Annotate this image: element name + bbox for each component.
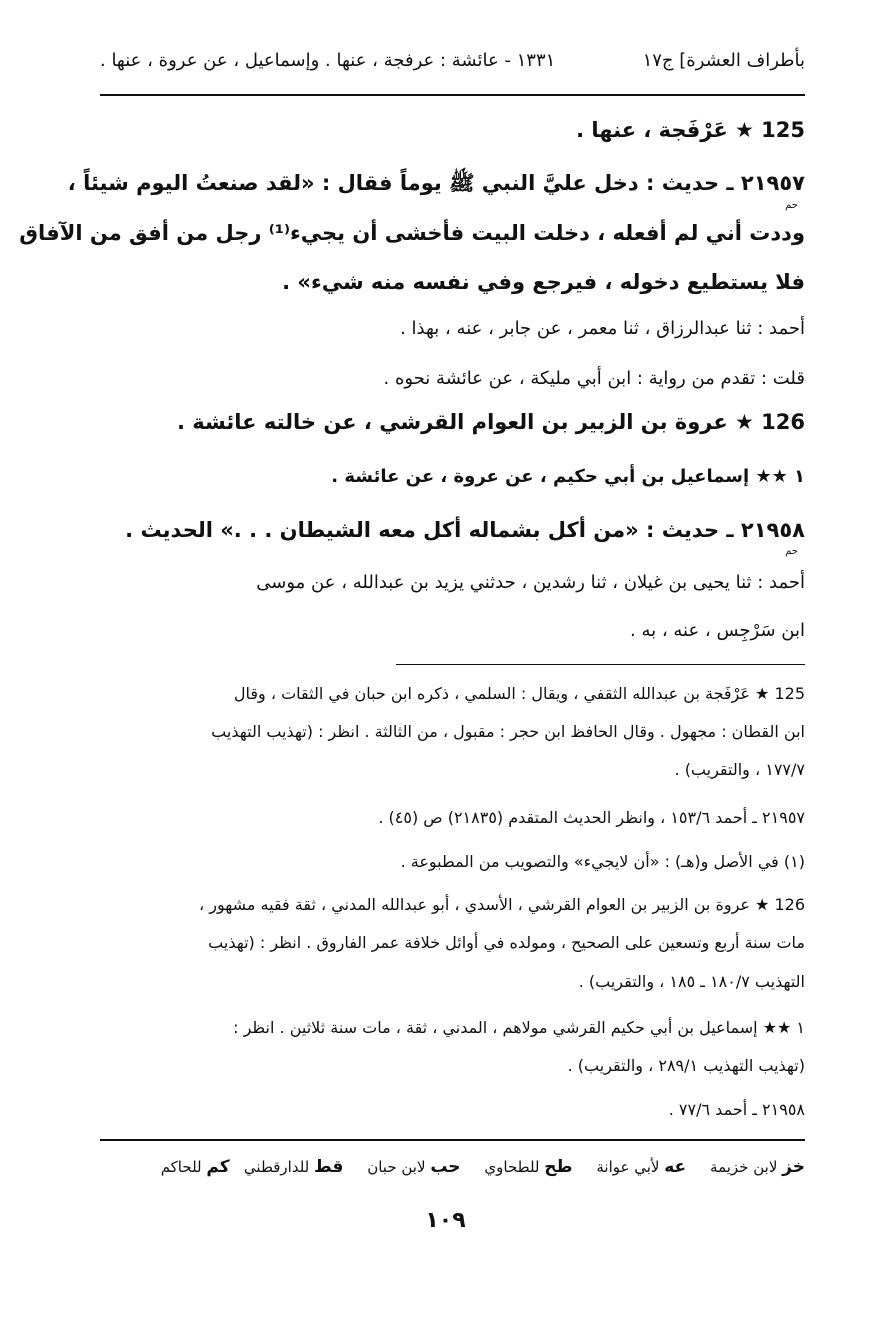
abbr-meaning: للطحاوي	[484, 1158, 540, 1176]
hadith-21957-line-2: وددت أني لم أفعله ، دخلت البيت فأخشى أن يجيء⁽¹⁾ رجل من أفق من الآفاق	[19, 221, 805, 245]
margin-mark: حم	[785, 200, 798, 211]
abbr-meaning: للدارقطني	[243, 1158, 310, 1176]
abbr-meaning: لابن حبان	[367, 1158, 426, 1176]
abbr-code: طح	[544, 1157, 573, 1177]
footnote-rule	[396, 664, 805, 665]
note-ismail-line-1: ١ ★★ إسماعيل بن أبي حكيم القرشي مولاهم ، المدني ، ثقة ، مات سنة ثلاثين . انظر :	[233, 1018, 805, 1037]
note-126-line-1: 126 ★ عروة بن الزبير بن العوام القرشي ، الأسدي ، أبو عبدالله المدني ، ثقة فقيه مشهور ،	[198, 895, 805, 914]
note-125-line-2: ابن القطان : مجهول . وقال الحافظ ابن حجر : مقبول ، من الثالثة . انظر : (تهذيب التهذيب	[211, 722, 805, 741]
abbr-meaning: للحاكم	[160, 1158, 202, 1176]
abbr-code: عه	[664, 1157, 687, 1177]
isnad-ahmad-21958-line-2: ابن سَرْجِس ، عنه ، به .	[630, 620, 805, 641]
isnad-ahmad-21958-line-1: أحمد : ثنا يحيى بن غيلان ، ثنا رشدين ، حدثني يزيد بن عبدالله ، عن موسى	[256, 572, 805, 593]
margin-mark: حم	[785, 546, 798, 557]
abbr-code: خز	[782, 1157, 805, 1177]
abbr-code: قط	[314, 1157, 344, 1177]
entry-125-heading: 125 ★ عَرْفَجة ، عنها .	[576, 118, 805, 142]
subentry-ismail-heading: ١ ★★ إسماعيل بن أبي حكيم ، عن عروة ، عن عائشة .	[331, 466, 805, 487]
abbr-meaning: لأبي عوانة	[596, 1158, 660, 1176]
abbr-code: كم	[206, 1157, 230, 1177]
isnad-ahmad-21957: أحمد : ثنا عبدالرزاق ، ثنا معمر ، عن جابر ، عنه ، بهذا .	[400, 318, 805, 339]
note-126-line-3: التهذيب ١٨٠/٧ ـ ١٨٥ ، والتقريب) .	[578, 972, 805, 991]
hadith-21957-line-1: ٢١٩٥٧ ـ حديث : دخل عليَّ النبي ﷺ يوماً فقال : «لقد صنعتُ اليوم شيئاً ،	[67, 171, 805, 195]
abbr-meaning: لابن خزيمة	[710, 1158, 778, 1176]
page-number: ١٠٩	[425, 1208, 466, 1233]
footer-rule	[100, 1139, 805, 1141]
note-125-line-3: ١٧٧/٧ ، والتقريب) .	[674, 760, 805, 779]
hadith-21958-line: ٢١٩٥٨ ـ حديث : «من أكل بشماله أكل معه الشيطان . . .» الحديث .	[125, 518, 805, 542]
abbreviation-key	[100, 1157, 805, 1177]
note-ismail-line-2: (تهذيب التهذيب ٢٨٩/١ ، والتقريب) .	[567, 1056, 805, 1075]
running-title: بأطراف العشرة] ج١٧	[642, 50, 805, 71]
note-125-line-1: 125 ★ عَرْفَجة بن عبدالله الثقفي ، ويقال : السلمي ، ذكره ابن حبان في الثقات ، وقال	[233, 684, 805, 703]
note-21957: ٢١٩٥٧ ـ أحمد ١٥٣/٦ ، وانظر الحديث المتقدم (٢١٨٣٥) ص (٤٥) .	[378, 808, 805, 827]
hadith-21957-line-3: فلا يستطيع دخوله ، فيرجع وفي نفسه منه شيء» .	[282, 270, 805, 294]
entry-126-heading: 126 ★ عروة بن الزبير بن العوام القرشي ، عن خالته عائشة .	[177, 410, 805, 434]
running-entry: ١٣٣١ - عائشة : عرفجة ، عنها . وإسماعيل ، عن عروة ، عنها .	[100, 50, 556, 71]
note-126-line-2: مات سنة أربع وتسعين على الصحيح ، ومولده في أوائل خلافة عمر الفاروق . انظر : (تهذيب	[208, 933, 805, 952]
header-rule	[100, 94, 805, 96]
qult-note: قلت : تقدم من رواية : ابن أبي مليكة ، عن عائشة نحوه .	[383, 368, 805, 389]
abbr-code: حب	[430, 1157, 461, 1177]
note-21958: ٢١٩٥٨ ـ أحمد ٧٧/٦ .	[668, 1100, 805, 1119]
note-footnote-1: (١) في الأصل و(هـ) : «أن لايجيء» والتصويب من المطبوعة .	[400, 852, 805, 871]
